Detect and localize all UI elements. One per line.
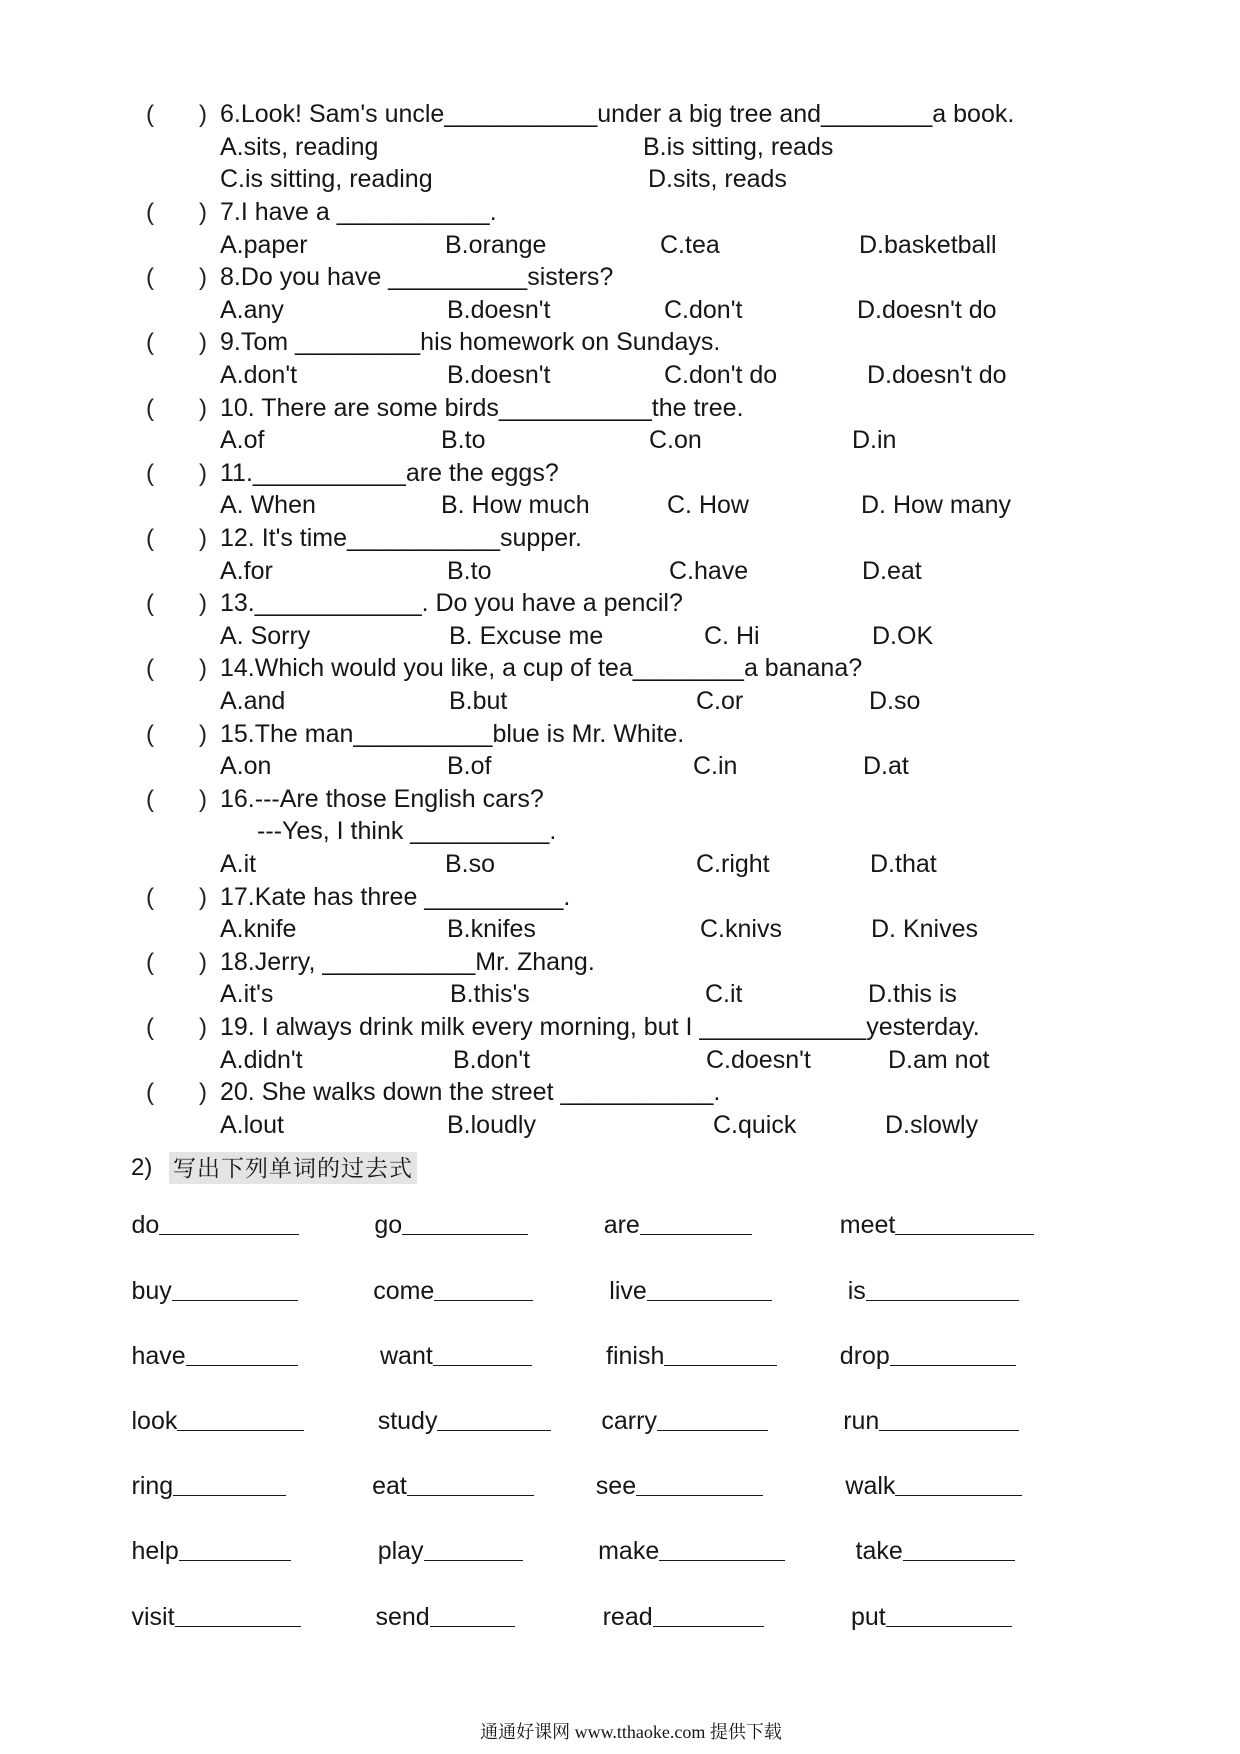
word-label: study <box>377 1407 438 1435</box>
answer-bracket-open: ( <box>146 525 154 552</box>
word-label: help <box>131 1537 179 1566</box>
question-16-option-a: A.it <box>220 850 257 878</box>
question-7-option-a: A.paper <box>220 230 308 259</box>
answer-bracket-close: ) <box>199 264 207 292</box>
word-label: live <box>609 1276 647 1305</box>
word-label: make <box>598 1537 660 1566</box>
question-13-option-b: B. Excuse me <box>449 621 604 650</box>
word-label: put <box>851 1602 886 1631</box>
word-label: go <box>374 1211 403 1240</box>
word-item <box>378 1535 523 1567</box>
answer-blank <box>175 1601 302 1627</box>
word-label: look <box>131 1407 178 1435</box>
answer-bracket-close: ) <box>199 1079 207 1107</box>
question-14-option-b: B.but <box>449 687 508 715</box>
word-item <box>132 1470 286 1502</box>
answer-blank <box>402 1209 528 1235</box>
question-14-option-c: C.or <box>696 687 744 715</box>
question-20-option-d: D.slowly <box>885 1110 979 1139</box>
word-item <box>609 1275 772 1307</box>
question-11-option-d: D. How many <box>861 491 1012 520</box>
word-item <box>132 1340 298 1372</box>
word-label: meet <box>839 1211 896 1240</box>
answer-blank <box>890 1340 1016 1366</box>
question-15-option-b: B.of <box>447 752 492 781</box>
word-item <box>132 1275 298 1307</box>
question-8-option-a: A.any <box>220 295 284 324</box>
question-6-option-d: D.sits, reads <box>648 165 787 194</box>
answer-bracket-close: ) <box>199 101 207 129</box>
word-item <box>380 1340 532 1372</box>
question-16-option-b: B.so <box>445 850 496 878</box>
answer-bracket-close: ) <box>199 199 207 226</box>
word-item <box>596 1470 764 1502</box>
word-label: read <box>602 1602 653 1631</box>
question-15-option-d: D.at <box>863 752 909 781</box>
answer-bracket-open: ( <box>146 459 154 487</box>
answer-bracket-open: ( <box>146 329 154 357</box>
question-13-option-a: A. Sorry <box>220 621 311 650</box>
answer-bracket-close: ) <box>199 1014 207 1041</box>
question-10-option-c: C.on <box>649 426 702 455</box>
answer-bracket-open: ( <box>146 720 154 748</box>
answer-blank <box>903 1535 1015 1561</box>
question-9-option-d: D.doesn't do <box>867 361 1007 389</box>
question-11-text: 11.___________are the eggs? <box>220 458 559 487</box>
question-20-option-b: B.loudly <box>447 1110 536 1139</box>
answer-blank <box>430 1601 515 1627</box>
answer-bracket-close: ) <box>199 948 207 976</box>
word-label: want <box>380 1341 433 1370</box>
question-12-option-b: B.to <box>447 556 492 585</box>
word-item <box>598 1535 785 1567</box>
word-item <box>856 1535 1016 1567</box>
question-9-option-a: A.don't <box>220 361 298 389</box>
answer-blank <box>895 1470 1021 1496</box>
word-item <box>132 1209 300 1241</box>
word-item <box>606 1340 777 1372</box>
answer-blank <box>433 1340 532 1366</box>
word-label: come <box>373 1276 435 1305</box>
section-number: 2) <box>131 1154 153 1181</box>
question-18-option-b: B.this's <box>450 980 530 1009</box>
answer-bracket-close: ) <box>199 655 207 683</box>
question-13-option-d: D.OK <box>872 621 934 650</box>
question-19-option-b: B.don't <box>453 1045 531 1074</box>
answer-bracket-close: ) <box>199 720 207 748</box>
answer-blank <box>159 1209 299 1235</box>
question-8-option-d: D.doesn't do <box>857 295 997 324</box>
word-label: run <box>843 1407 880 1435</box>
question-10-option-b: B.to <box>441 426 486 455</box>
question-8-option-c: C.don't <box>664 295 743 324</box>
word-item <box>851 1601 1012 1633</box>
answer-blank <box>879 1405 1018 1431</box>
footer-credit: 通通好课网 www.tthaoke.com 提供下载 <box>480 1722 782 1742</box>
answer-bracket-close: ) <box>199 459 207 487</box>
answer-blank <box>647 1275 772 1301</box>
word-item <box>378 1405 551 1437</box>
question-12-option-d: D.eat <box>862 556 922 585</box>
question-7-option-b: B.orange <box>445 230 547 259</box>
word-label: are <box>603 1211 640 1240</box>
word-label: have <box>131 1341 186 1370</box>
question-15-option-c: C.in <box>693 752 738 781</box>
question-11-option-c: C. How <box>667 491 749 520</box>
question-19-option-d: D.am not <box>888 1045 990 1074</box>
question-19-option-c: C.doesn't <box>706 1045 811 1074</box>
word-item <box>845 1470 1022 1502</box>
answer-blank <box>657 1405 768 1431</box>
question-6-option-a: A.sits, reading <box>220 132 379 161</box>
answer-bracket-close: ) <box>199 525 207 552</box>
answer-bracket-open: ( <box>146 394 154 422</box>
word-label: do <box>131 1211 160 1240</box>
answer-bracket-open: ( <box>146 1079 154 1107</box>
question-8-option-b: B.doesn't <box>447 295 551 324</box>
question-9-option-c: C.don't do <box>664 361 778 389</box>
word-item <box>604 1209 752 1241</box>
question-18-option-c: C.it <box>705 980 743 1009</box>
question-19-text: 19. I always drink milk every morning, but I ____________yesterday. <box>220 1013 980 1041</box>
answer-bracket-open: ( <box>146 199 154 226</box>
question-8-text: 8.Do you have __________sisters? <box>220 263 614 292</box>
answer-bracket-open: ( <box>146 883 154 911</box>
question-10-option-d: D.in <box>852 426 897 455</box>
word-item <box>374 1209 528 1241</box>
word-item <box>132 1601 302 1633</box>
word-item <box>376 1601 515 1633</box>
question-6-option-b: B.is sitting, reads <box>643 132 834 161</box>
word-label: eat <box>372 1472 407 1501</box>
answer-bracket-close: ) <box>199 394 207 422</box>
question-19-option-a: A.didn't <box>220 1045 303 1074</box>
word-label: drop <box>839 1341 890 1370</box>
answer-bracket-open: ( <box>146 655 154 683</box>
word-item <box>848 1275 1019 1307</box>
section-title: 写出下列单词的过去式 <box>169 1152 417 1184</box>
answer-blank <box>640 1209 752 1235</box>
question-17-option-a: A.knife <box>220 915 297 944</box>
question-20-option-c: C.quick <box>713 1110 797 1139</box>
word-label: buy <box>131 1276 172 1305</box>
word-label: finish <box>606 1341 665 1370</box>
answer-bracket-open: ( <box>146 785 154 813</box>
answer-bracket-open: ( <box>146 948 154 976</box>
word-item <box>840 1340 1017 1372</box>
question-16-option-d: D.that <box>870 850 937 878</box>
word-item <box>373 1275 533 1307</box>
answer-blank <box>636 1470 763 1496</box>
question-7-option-c: C.tea <box>660 230 720 259</box>
answer-blank <box>866 1275 1019 1301</box>
answer-bracket-close: ) <box>199 590 207 618</box>
question-17-option-b: B.knifes <box>447 915 536 944</box>
word-label: carry <box>601 1407 657 1435</box>
answer-blank <box>659 1535 784 1561</box>
question-12-text: 12. It's time___________supper. <box>220 524 582 552</box>
question-14-text: 14.Which would you like, a cup of tea________a banana? <box>220 654 863 683</box>
question-18-option-a: A.it's <box>220 980 274 1009</box>
question-10-option-a: A.of <box>220 426 265 455</box>
question-16-option-c: C.right <box>696 850 770 878</box>
question-6-option-c: C.is sitting, reading <box>220 165 433 194</box>
answer-bracket-open: ( <box>146 590 154 618</box>
question-11-option-b: B. How much <box>441 491 590 520</box>
question-17-text: 17.Kate has three __________. <box>220 882 571 911</box>
answer-bracket-open: ( <box>146 101 154 129</box>
word-item <box>132 1405 304 1437</box>
answer-bracket-close: ) <box>199 785 207 813</box>
answer-blank <box>437 1405 550 1431</box>
question-6-text: 6.Look! Sam's uncle___________under a big tree and________a book. <box>220 100 1015 129</box>
question-10-text: 10. There are some birds___________the tree. <box>220 393 744 422</box>
question-17-option-d: D. Knives <box>871 915 978 944</box>
answer-blank <box>895 1209 1034 1235</box>
word-label: visit <box>131 1602 175 1631</box>
word-label: take <box>855 1537 903 1566</box>
question-12-option-c: C.have <box>669 556 749 585</box>
answer-bracket-open: ( <box>146 264 154 292</box>
answer-blank <box>407 1470 534 1496</box>
question-15-text: 15.The man__________blue is Mr. White. <box>220 719 685 748</box>
answer-blank <box>177 1405 303 1431</box>
question-16-followup: ---Yes, I think __________. <box>257 817 557 846</box>
answer-blank <box>179 1535 291 1561</box>
answer-blank <box>172 1275 298 1301</box>
question-17-option-c: C.knivs <box>700 915 782 944</box>
question-13-text: 13.____________. Do you have a pencil? <box>220 589 683 618</box>
answer-blank <box>664 1340 777 1366</box>
question-9-text: 9.Tom _________his homework on Sundays. <box>220 328 721 357</box>
word-label: see <box>595 1472 637 1501</box>
word-item <box>601 1405 767 1437</box>
word-label: walk <box>845 1472 896 1501</box>
answer-blank <box>186 1340 298 1366</box>
question-15-option-a: A.on <box>220 752 272 781</box>
word-item <box>372 1470 534 1502</box>
question-14-option-d: D.so <box>869 687 921 715</box>
question-18-option-d: D.this is <box>868 980 957 1009</box>
question-7-text: 7.I have a ___________. <box>220 198 497 226</box>
answer-blank <box>424 1535 523 1561</box>
word-item <box>132 1535 292 1567</box>
question-20-text: 20. She walks down the street ___________. <box>220 1078 721 1107</box>
answer-blank <box>173 1470 285 1496</box>
answer-blank <box>886 1601 1012 1627</box>
word-label: is <box>847 1276 866 1305</box>
answer-bracket-open: ( <box>146 1014 154 1041</box>
question-13-option-c: C. Hi <box>704 621 760 650</box>
question-9-option-b: B.doesn't <box>447 361 551 389</box>
question-16-text: 16.---Are those English cars? <box>220 784 544 813</box>
word-label: send <box>375 1602 430 1631</box>
word-item <box>840 1209 1035 1241</box>
question-7-option-d: D.basketball <box>859 230 997 259</box>
answer-blank <box>653 1601 765 1627</box>
question-14-option-a: A.and <box>220 687 286 715</box>
answer-blank <box>434 1275 532 1301</box>
question-11-option-a: A. When <box>220 491 316 520</box>
word-item <box>603 1601 765 1633</box>
question-12-option-a: A.for <box>220 556 273 585</box>
answer-bracket-close: ) <box>199 329 207 357</box>
word-item <box>843 1405 1018 1437</box>
question-18-text: 18.Jerry, ___________Mr. Zhang. <box>220 947 595 976</box>
question-20-option-a: A.lout <box>220 1110 284 1139</box>
answer-bracket-close: ) <box>199 883 207 911</box>
word-label: ring <box>131 1472 174 1501</box>
word-label: play <box>377 1537 424 1566</box>
